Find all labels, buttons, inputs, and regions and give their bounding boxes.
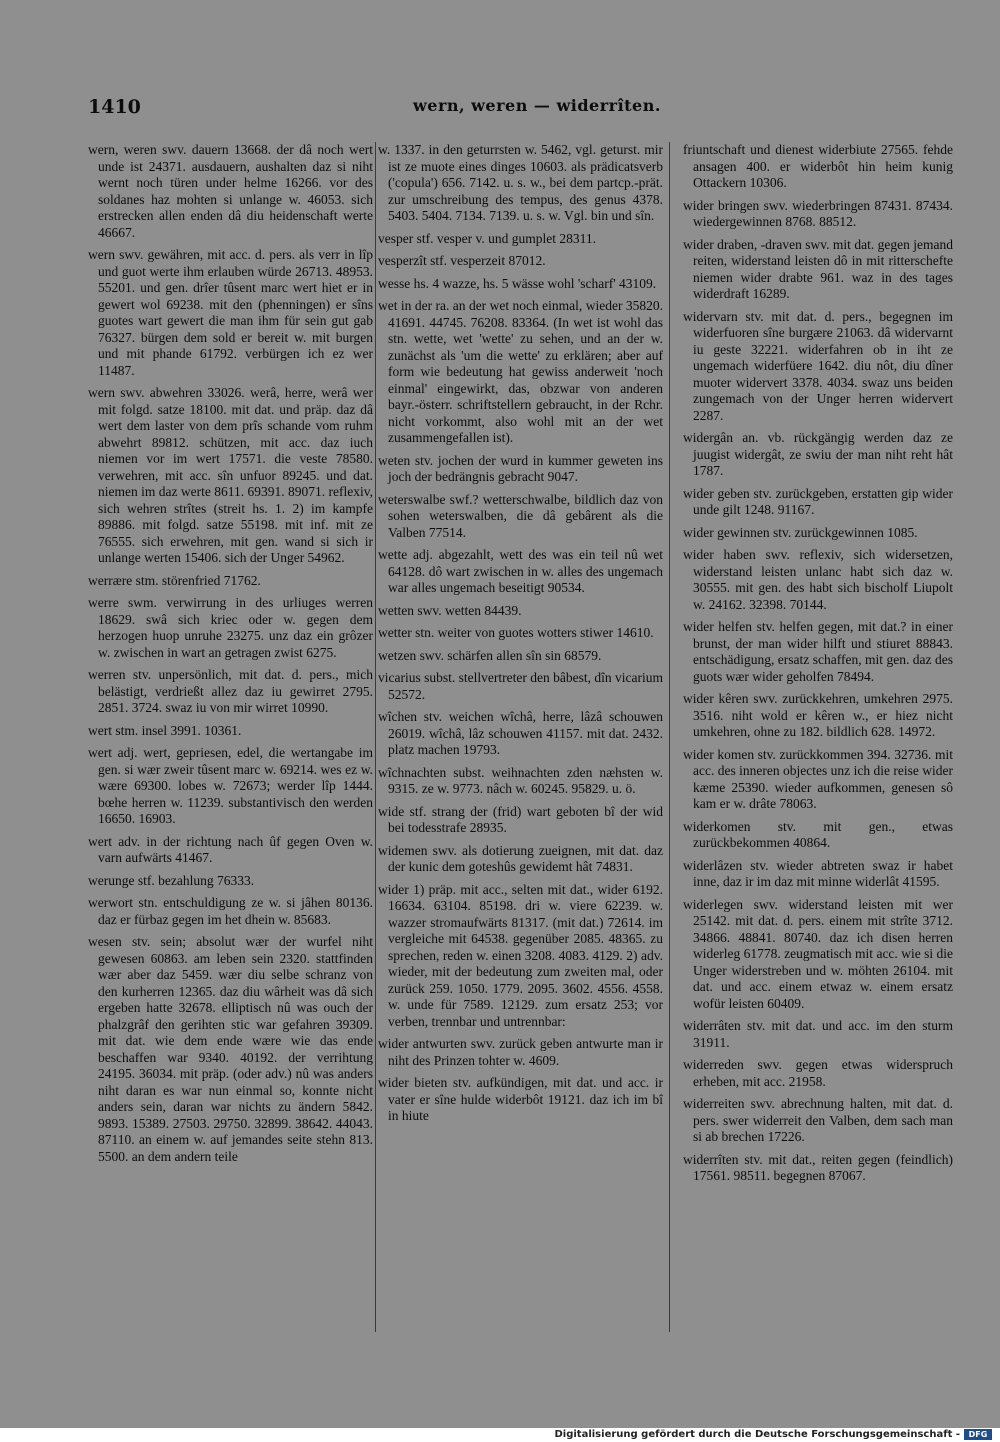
dictionary-entry: wider antwurten swv. zurück geben antwurte man ir niht des Prinzen tohter w. 4609. <box>378 1036 663 1068</box>
column-divider <box>669 142 670 1332</box>
page-header <box>88 96 928 126</box>
dictionary-entry: widerlâzen stv. wieder abtreten swaz ir habet inne, daz ir im daz mit minne widerlât 41595. <box>683 857 953 889</box>
dictionary-entry: vesper stf. vesper v. und gumplet 28311. <box>378 230 596 246</box>
dictionary-entry: wider kêren swv. zurückkehren, umkehren 2975. 3516. niht wold er kêren w., er hiez nicht umkehren, ohne zu 182. bildlich 628. 14972. <box>683 691 953 739</box>
dictionary-column-2 <box>378 142 663 1342</box>
dictionary-entry: wesse hs. 4 wazze, hs. 5 wässe wohl 'scharf' 43109. <box>378 275 657 291</box>
dictionary-entry: widerkomen stv. mit gen., etwas zurückbekommen 40864. <box>683 818 953 850</box>
running-title: wern, weren — widerrîten. <box>413 96 661 115</box>
dictionary-entry: widemen swv. als dotierung zueignen, mit dat. daz der kunic dem goteshûs gewidemt hât 74831. <box>378 842 663 874</box>
dictionary-entry: wide stf. strang der (frid) wart geboten bî der wid bei todesstrafe 28935. <box>378 803 663 835</box>
dictionary-entry: wîchnachten subst. weihnachten zden næhsten w. 9315. ze w. 9773. nâch w. 60245. 95829. u. ö. <box>378 764 663 796</box>
dictionary-entry: wider geben stv. zurückgeben, erstatten gip wider unde gilt 1248. 91167. <box>683 485 953 517</box>
dictionary-entry: wider haben swv. reflexiv, sich widersetzen, widerstand leisten unlanc habt sich daz w. 30555. mit gen. des habt sich bischolf Liupolt w. 24162. 32398. 70144. <box>683 547 953 612</box>
dictionary-entry: widergân an. vb. rückgängig werden daz ze juugist widergât, ze swiu der man niht reht hât 1787. <box>683 430 953 478</box>
dictionary-entry: wider gewinnen stv. zurückgewinnen 1085. <box>683 524 918 540</box>
dictionary-entry: wider bieten stv. aufkündigen, mit dat. und acc. ir vater er sîne hulde widerbôt 19121. daz ich im bî in hiute <box>378 1075 663 1123</box>
dictionary-entry: werrære stm. störenfried 71762. <box>88 572 261 588</box>
dictionary-entry: wert adv. in der richtung nach ûf gegen Oven w. varn aufwärts 41467. <box>88 833 373 865</box>
dictionary-entry: wider draben, -draven swv. mit dat. gegen jemand reiten, widerstand leisten dô in mit ritterschefte niemen wider drabte 961. waz in des tages widerdraft 16289. <box>683 236 953 301</box>
dictionary-entry: widervarn stv. mit dat. d. pers., begegnen im widerfuoren sîne burgære 21063. dâ widervarnt iu geste 32221. widerfahren ob in iht ze ungemach widerfüere 1642. diu nôt, diu dîner muoter widervert 3378. 4034. swaz uns beiden zungemach von der Unger herren widervert 2287. <box>683 308 953 423</box>
dictionary-entry: vesperzît stf. vesperzeit 87012. <box>378 253 546 268</box>
dictionary-entry: widerlegen swv. widerstand leisten mit wer 25142. mit dat. d. pers. einem mit strîte 3712. 34866. 48841. 80740. daz ich disen herren widerleg 61778. zeugmatisch mit acc. wie si die Unger widerstreben und w. möhten 26104. mit dat. und acc. einem etwaz w. einem ersatz wofür leisten 60409. <box>683 896 953 1011</box>
dictionary-entry: wider 1) präp. mit acc., selten mit dat., wider 6192. 16634. 63104. 85198. dri w. viere 62239. w. wazzer stromaufwärts 81317. (mit dat.) 72614. im vergleiche mit 64538. gegenüber 2085. 48365. zu sprechen, reden w. einen 3208. 4083. 4129. 2) adv. wieder, mit der bedeutung zum zweiten mal, oder zurück 259. 1050. 1779. 2095. 3602. 4556. 4558. w. unde für 7589. 12129. zum ersatz 253; vor verben, trennbar und untrennbar: <box>378 881 663 1029</box>
dictionary-entry: wert adj. wert, gepriesen, edel, die wertangabe im gen. si wær zweir tûsent marc w. 69214. wes ez w. wære 69300. lobes w. 72673; werder lîp 1444. bœhe herren w. 11239. substantivisch den werden 16650. 16903. <box>88 745 373 826</box>
dictionary-column-1 <box>88 142 373 1342</box>
page-number: 1410 <box>88 96 141 118</box>
dictionary-entry: werren stv. unpersönlich, mit dat. d. pers., mich belästigt, verdrießt allez daz iu gewirret 2795. 2851. 3724. swaz iu von mir wirret 10990. <box>88 667 373 715</box>
dictionary-entry: widerreden swv. gegen etwas widerspruch erheben, mit acc. 21958. <box>683 1057 953 1089</box>
dictionary-entry: werunge stf. bezahlung 76333. <box>88 872 255 888</box>
dictionary-column-3 <box>683 142 953 1342</box>
funding-credit: Digitalisierung gefördert durch die Deutsche Forschungsgemeinschaft - <box>554 1429 960 1440</box>
dictionary-entry: vicarius subst. stellvertreter den bâbest, dîn vicarium 52572. <box>378 670 663 702</box>
dfg-logo: DFG <box>964 1429 992 1440</box>
dictionary-entry: wern, weren swv. dauern 13668. der dâ noch wert unde ist 24371. ausdauern, aushalten daz si niht wernt noch türen under helme 16266. vor des soldanes haz mohten si unlange w. 46053. sich erstrecken allen enden dâ diu heidenschaft werte 46667. <box>88 142 373 240</box>
dictionary-entry: weterswalbe swf.? wetterschwalbe, bildlich daz von sohen weterswalben, die dâ gebârent als die Valben 77514. <box>378 491 663 540</box>
dictionary-entry: wet in der ra. an der wet noch einmal, wieder 35820. 41691. 44745. 76208. 83364. (In wet ist wohl das stn. wette, wet 'wette' zu sehen, und an der w. zunächst als 'um die wette' zu erklären; aber auf form wie bedeutung hat gewiss anderweit 'noch einmal' eingewirkt, das, obzwar von anderen bayr.-österr. schriftstellern gebraucht, in der Rchr. nicht vorkommt, also wohl mit an der wet zusammengefallen ist). <box>378 298 663 445</box>
dictionary-entry: werwort stn. entschuldigung ze w. si jâhen 80136. daz er fürbaz gegen im het dhein w. 85683. <box>88 895 373 927</box>
dictionary-entry: wern swv. abwehren 33026. werâ, herre, werâ wer mit folgd. satze 18100. mit dat. und präp. daz dâ wert dem laster von dem prîs schande vom ruhm abwehrt 89812. schützen, mit acc. daz iuch niemen vor im wert 17571. die veste 78580. verwehren, mit acc. sîn unfuor 89245. und dat. niemen im daz werte 8611. 69391. 89071. reflexiv, sich wehren strîtes (streit hs. 1. 2) im kampfe 89886. mit folgd. satze 55198. mit inf. mit ze 76555. sich erwehren, mit gen. wand si sich ir unlange werten 15406. sich der Unger 54962. <box>88 385 373 565</box>
dictionary-entry: wesen stv. sein; absolut wær der wurfel niht gewesen 60863. am leben sein 2320. stattfinden wær aber daz 5459. wær diu selbe schranz von den kurherren 12365. daz diu wârheit was dâ sich ergeben hatte 32678. elliptisch nû was ouch der phalzgrâf den gerihten stic war gefahren 39309. mit dat. wie dem ende wære wie das ende beschaffen war 9340. 40192. der verrihtung 24195. 36034. mit präp. (oder adv.) nû was anders niht daran es war nun einmal so, konnte nicht anders sein, daran war nichts zu ändern 5842. 9893. 15389. 27503. 29750. 32899. 38642. 44043. 87110. an einem w. auf jemandes seite stehn 813. 5500. an dem andern teile <box>88 934 373 1164</box>
dictionary-entry: weten stv. jochen der wurd in kummer geweten ins joch der bedrängnis gebracht 9047. <box>378 452 663 484</box>
dictionary-entry: w. 1337. in den geturrsten w. 5462, vgl. geturst. mir ist ze muote eines dinges 10603. als prädicatsverb ('copula') 656. 7142. u. s. w., bei dem partcp.-prät. zur umschreibung des tempus, des genus 4378. 5403. 5404. 7134. 7139. u. s. w. Vgl. bin und sîn. <box>378 142 663 223</box>
dictionary-entry: wette adj. abgezahlt, wett des was ein teil nû wet 64128. dô wart zwischen in w. alles des ungemach war alles ungemach beseitigt 90534. <box>378 547 663 595</box>
dictionary-entry: friuntschaft und dienest widerbiute 27565. fehde ansagen 400. er widerbôt hin heim kunig Ottackern 10306. <box>683 142 953 190</box>
dictionary-entry: wîchen stv. weichen wîchâ, herre, lâzâ schouwen 26019. wîchâ, lâz schouwen 41157. mit dat. 2432. platz machen 19793. <box>378 709 663 757</box>
dictionary-entry: wider helfen stv. helfen gegen, mit dat.? in einer brunst, der man wider hilft und stiuret 88843. entschädigung, ersatz schaffen, mit gen. daz des guots wær wider geholfen 78494. <box>683 619 953 684</box>
dictionary-entry: wert stm. insel 3991. 10361. <box>88 722 242 738</box>
dictionary-entry: werre swm. verwirrung in des urliuges werren 18629. swâ sich kriec oder w. gegen dem herzogen huop unruhe 23275. unz daz ein grôzer w. zwischen in wart an getragen zwist 6275. <box>88 595 373 660</box>
dictionary-entry: wern swv. gewähren, mit acc. d. pers. als verr in lîp und guot werte ihm erlauben würde 26713. 48953. 55201. und gen. drîer tûsent marc wert hiet er in gewert wol 69238. mit den (phenningen) er sîns guotes wart gewert die man ihm für sein gut gab 76327. bürgen dem sold er bereit w. mit burgen und mit phande 61792. verbürgen ich ez wer 11487. <box>88 247 373 378</box>
dictionary-entry: wider bringen swv. wiederbringen 87431. 87434. wiedergewinnen 8768. 88512. <box>683 197 953 229</box>
dictionary-entry: wetzen swv. schärfen allen sîn sin 68579. <box>378 647 602 663</box>
dictionary-entry: wetten swv. wetten 84439. <box>378 602 522 618</box>
dictionary-entry: wider komen stv. zurückkommen 394. 32736. mit acc. des inneren objectes unz ich die reise wider kæme 25390. wieder aufkommen, genesen sô kam er w. drâte 78063. <box>683 746 953 811</box>
dictionary-entry: widerrîten stv. mit dat., reiten gegen (feindlich) 17561. 98511. begegnen 87067. <box>683 1151 953 1183</box>
dictionary-entry: wetter stn. weiter von guotes wotters stiwer 14610. <box>378 625 654 640</box>
dictionary-entry: widerrâten stv. mit dat. und acc. im den sturm 31911. <box>683 1018 953 1050</box>
column-divider <box>375 142 376 1332</box>
dictionary-entry: widerreiten swv. abrechnung halten, mit dat. d. pers. swer widerreit den Valben, dem sach man si ab brechen 17226. <box>683 1096 953 1144</box>
